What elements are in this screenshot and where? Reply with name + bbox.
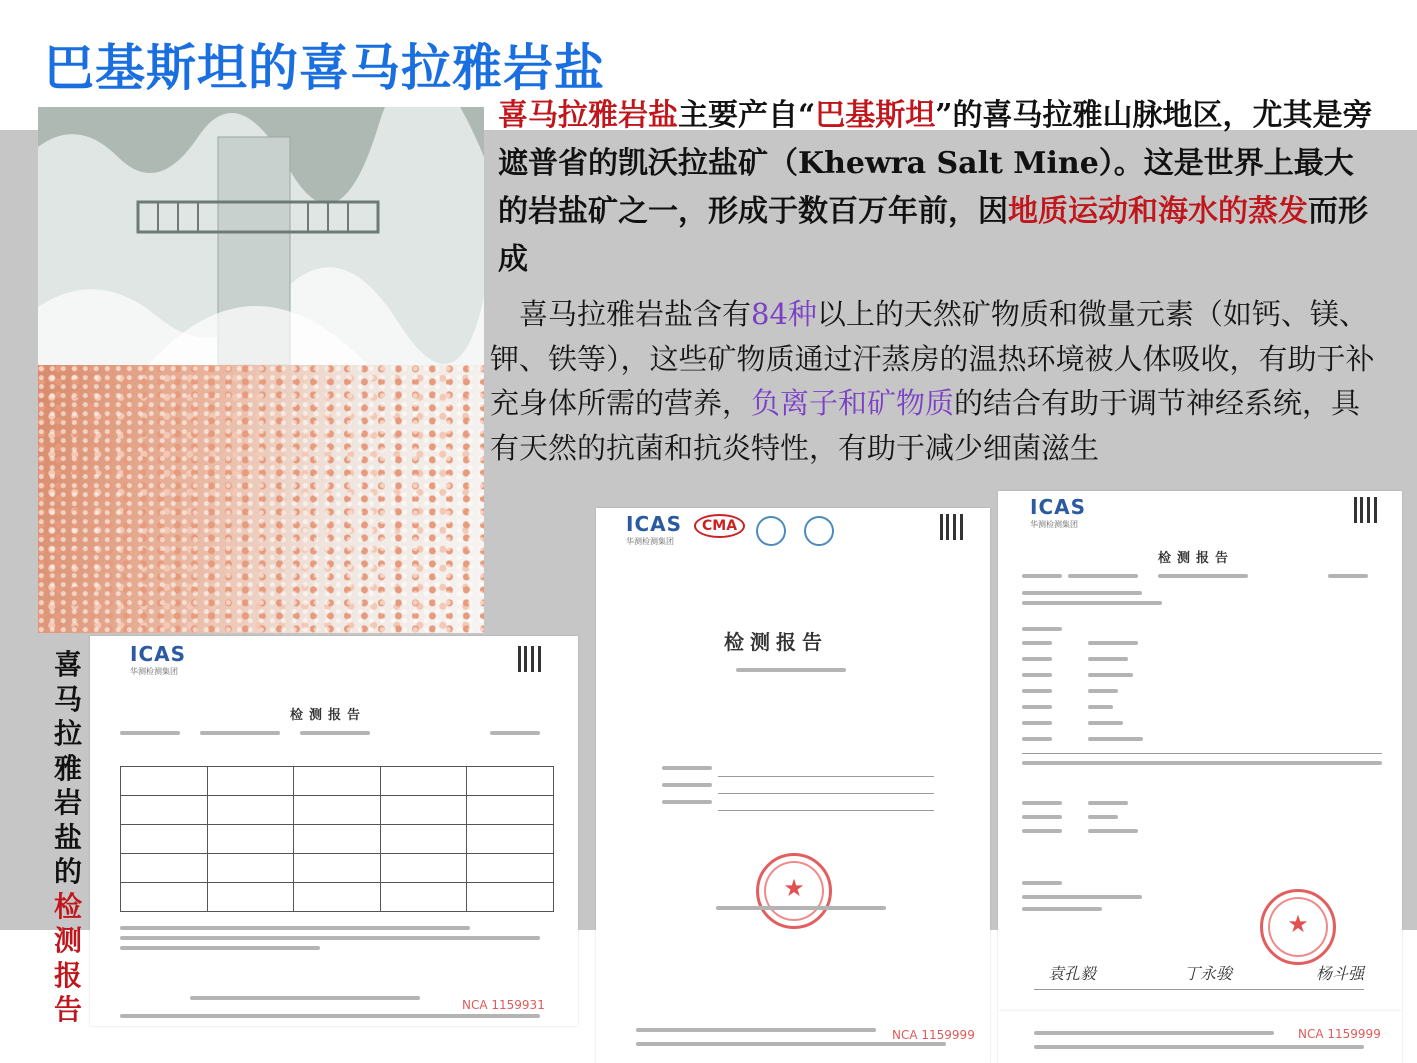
field-text [1022, 761, 1382, 765]
nca-number: NCA 1159999 [892, 1028, 975, 1042]
vertical-caption-char: 的 [53, 855, 82, 888]
vertical-caption-char: 盐 [53, 820, 82, 854]
signature-2: 丁永骏 [1184, 964, 1233, 983]
p2-text-3: 的结合有助于调节神经系统，具有天然的抗菌和抗炎特性，有助于减少细菌滋生 [490, 386, 1361, 465]
p2-text-2: 以上的天然矿物质和微量元素（如钙、镁、钾、铁等），这些矿物质通过汗蒸房的温热环境被人体吸收，有助于补充身体所需的营养， [490, 297, 1375, 420]
field-text [1088, 737, 1143, 741]
nca-number: NCA 1159999 [1298, 1027, 1381, 1041]
field-text [1022, 574, 1062, 578]
field-text [120, 926, 470, 930]
icas-logo-text: ICAS [626, 512, 683, 536]
field-line [1022, 753, 1382, 754]
field-text [490, 731, 540, 735]
field-text [1022, 829, 1062, 833]
field-text [1088, 641, 1138, 645]
field-text [736, 668, 846, 672]
field-text [1022, 657, 1052, 661]
minerals-paragraph [490, 292, 1382, 470]
field-text [716, 906, 886, 910]
field-text [662, 766, 712, 770]
field-text [120, 1014, 540, 1018]
p2-text-1: 喜马拉雅岩盐含有 [519, 297, 752, 331]
field-text [1088, 829, 1138, 833]
field-text [1088, 689, 1118, 693]
field-text [1328, 574, 1368, 578]
field-text [1022, 721, 1052, 725]
vertical-caption-char: 马 [53, 682, 82, 716]
cma-mark: CMA [694, 514, 745, 538]
vertical-caption-char: 告 [53, 993, 82, 1026]
field-line [1034, 989, 1364, 990]
test-report-2 [596, 508, 990, 1063]
field-text [120, 731, 180, 735]
field-text [120, 946, 320, 950]
nca-number: NCA 1159931 [462, 998, 545, 1012]
report-title: 检测报告 [1158, 551, 1235, 566]
field-text [1088, 815, 1118, 819]
highlight-himalayan-salt: 喜马拉雅岩盐 [498, 98, 678, 133]
field-text [1034, 1031, 1274, 1035]
highlight-geology: 地质运动和海水的蒸发 [1008, 194, 1308, 229]
report-title: 检测报告 [290, 708, 367, 723]
vertical-caption-char: 报 [53, 958, 82, 992]
field-text [1022, 689, 1052, 693]
field-text [1068, 574, 1138, 578]
icas-logo: ICAS 华测检测集团 [130, 642, 187, 676]
vertical-caption-char: 喜 [53, 648, 82, 681]
field-text [662, 783, 712, 787]
icas-logo: ICAS 华测检测集团 [1030, 495, 1087, 529]
cert-logo-icon [804, 516, 834, 546]
vertical-caption-char: 岩 [53, 786, 82, 819]
icas-logo: ICAS 华测检测集团 [626, 512, 683, 546]
field-text [300, 731, 370, 735]
field-text [1088, 657, 1128, 661]
field-text [636, 1042, 946, 1046]
salt-cave-illustration [38, 107, 484, 365]
field-text [1022, 801, 1062, 805]
field-line [718, 776, 934, 777]
red-seal-stamp [756, 853, 832, 929]
test-report-3-footer [998, 1011, 1402, 1063]
field-text [200, 731, 280, 735]
signature-1: 袁孔毅 [1048, 964, 1097, 983]
results-table [120, 766, 554, 912]
field-text [1022, 895, 1142, 899]
field-text [1088, 801, 1128, 805]
red-seal-stamp [1260, 889, 1336, 965]
highlight-negative-ions: 负离子和矿物质 [751, 386, 955, 420]
p1-text-2: ”的喜马拉雅山脉地区，尤其是旁遮普省的凯沃拉盐矿（Khewra Salt Mine）。这是世界上最大的岩盐矿之一，形成于数百万年前，因 [498, 98, 1373, 229]
salt-texture-overlay [38, 365, 484, 633]
qr-code-icon [518, 646, 544, 672]
field-text [1022, 881, 1062, 885]
field-line [718, 810, 934, 811]
cert-logo-icon [756, 516, 786, 546]
p1-text-1: 主要产自“ [678, 98, 816, 133]
test-report-1 [90, 636, 578, 1026]
pink-salt-crystals-photo [38, 365, 484, 633]
field-text [1022, 673, 1052, 677]
vertical-caption-char: 拉 [53, 717, 82, 750]
highlight-84-minerals: 84种 [751, 297, 817, 331]
vertical-caption [50, 648, 86, 1028]
intro-paragraph [498, 92, 1378, 284]
test-report-3 [998, 491, 1402, 1011]
field-text [1022, 601, 1162, 605]
field-text [1088, 721, 1123, 725]
field-text [1022, 641, 1052, 645]
field-text [636, 1028, 876, 1032]
field-text [120, 936, 540, 940]
field-text [1022, 907, 1102, 911]
vertical-caption-char: 检 [53, 889, 82, 923]
field-text [1158, 574, 1248, 578]
qr-code-icon [940, 514, 966, 540]
vertical-caption-char: 测 [53, 924, 82, 957]
field-text [1034, 1045, 1364, 1049]
field-text [1022, 815, 1062, 819]
field-text [662, 800, 712, 804]
field-line [718, 793, 934, 794]
vertical-caption-char: 雅 [53, 751, 82, 785]
qr-code-icon [1354, 497, 1380, 523]
field-text [1022, 737, 1052, 741]
salt-cave-photo [38, 107, 484, 365]
field-text [1088, 673, 1133, 677]
page-title: 巴基斯坦的喜马拉雅岩盐 [44, 39, 605, 97]
icas-logo-text: ICAS [130, 642, 187, 666]
highlight-pakistan: 巴基斯坦 [815, 98, 936, 133]
field-text [190, 996, 420, 1000]
signature-3: 杨斗强 [1316, 964, 1365, 983]
report-title: 检测报告 [724, 630, 828, 654]
field-text [1022, 591, 1142, 595]
field-text [1022, 627, 1062, 631]
field-text [1088, 705, 1113, 709]
p1-text-3: 而形成 [498, 194, 1368, 277]
field-text [1022, 705, 1052, 709]
icas-logo-text: ICAS [1030, 495, 1087, 519]
